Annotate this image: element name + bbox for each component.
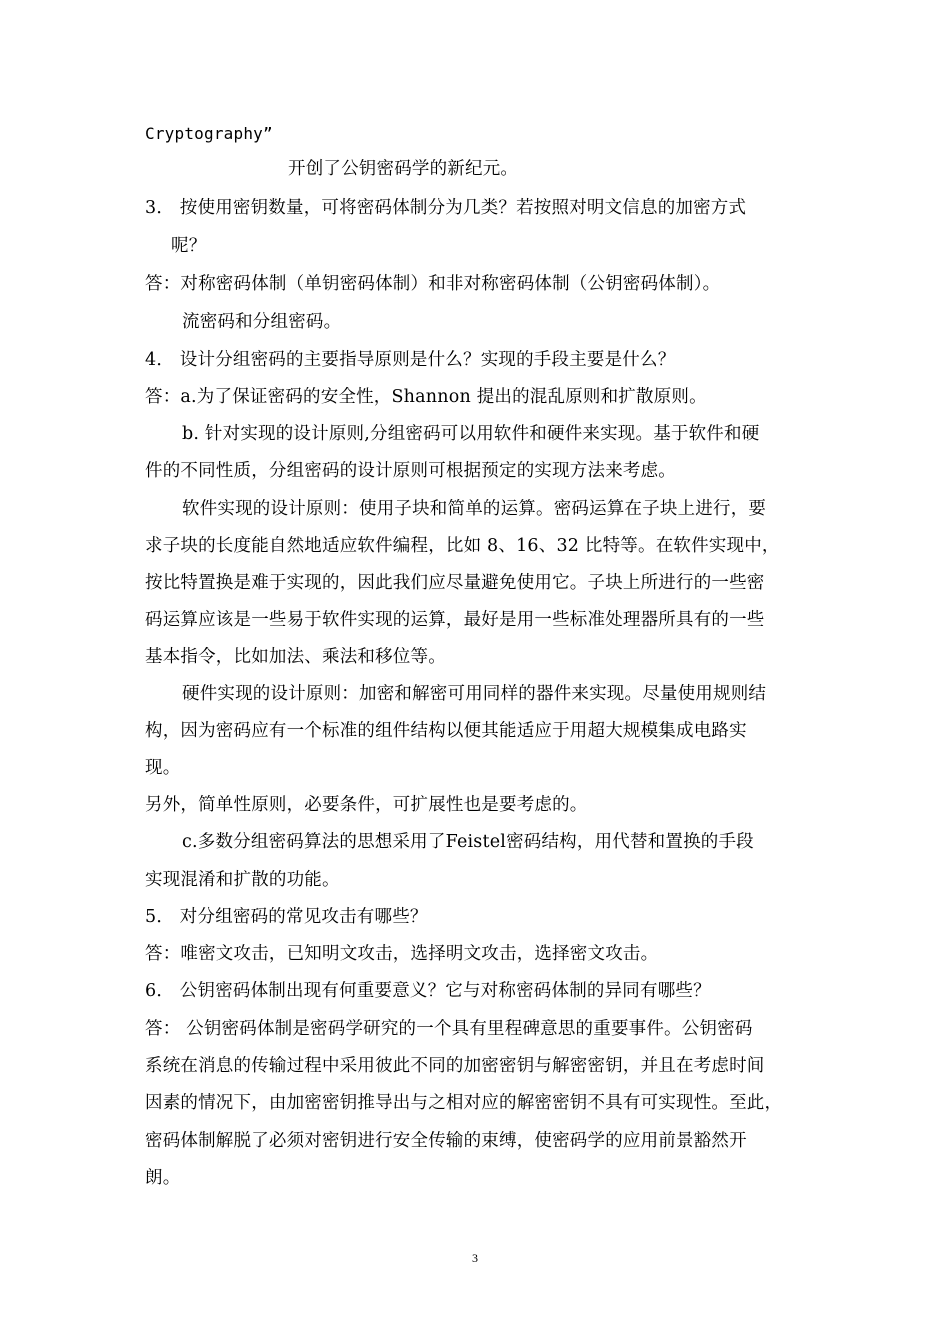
text-line: 现。 bbox=[145, 758, 181, 778]
text-line: 开创了公钥密码学的新纪元。 bbox=[288, 159, 519, 179]
text-line: 流密码和分组密码。 bbox=[182, 312, 342, 332]
text-line: 求子块的长度能自然地适应软件编程，比如 8、16、32 比特等。在软件实现中， bbox=[145, 536, 780, 556]
text-line: b. 针对实现的设计原则,分组密码可以用软件和硬件来实现。基于软件和硬 bbox=[182, 424, 760, 444]
answer-6: 答： 公钥密码体制是密码学研究的一个具有里程碑意思的重要事件。公钥密码 bbox=[145, 1019, 753, 1039]
text-line: Cryptography” bbox=[145, 124, 273, 143]
answer-4: 答：a.为了保证密码的安全性，Shannon 提出的混乱原则和扩散原则。 bbox=[145, 387, 707, 407]
text-line: 另外，简单性原则，必要条件，可扩展性也是要考虑的。 bbox=[145, 795, 588, 815]
text-line: 基本指令，比如加法、乘法和移位等。 bbox=[145, 647, 446, 667]
question-5: 5． 对分组密码的常见攻击有哪些？ bbox=[145, 907, 428, 927]
text-line: 系统在消息的传输过程中采用彼此不同的加密密钥与解密密钥，并且在考虑时间 bbox=[145, 1056, 765, 1076]
text-line: 实现混淆和扩散的功能。 bbox=[145, 870, 340, 890]
text-line: 密码体制解脱了必须对密钥进行安全传输的束缚，使密码学的应用前景豁然开 bbox=[145, 1131, 747, 1151]
text-line: 呢？ bbox=[171, 236, 207, 256]
page-number: 3 bbox=[472, 1251, 478, 1265]
answer-3: 答：对称密码体制（单钥密码体制）和非对称密码体制（公钥密码体制）。 bbox=[145, 274, 721, 294]
text-line: 按比特置换是难于实现的，因此我们应尽量避免使用它。子块上所进行的一些密 bbox=[145, 573, 765, 593]
text-line: 构，因为密码应有一个标准的组件结构以便其能适应于用超大规模集成电路实 bbox=[145, 721, 747, 741]
text-line: 码运算应该是一些易于软件实现的运算，最好是用一些标准处理器所具有的一些 bbox=[145, 610, 765, 630]
text-line: 朗。 bbox=[145, 1168, 181, 1188]
text-line: 件的不同性质，分组密码的设计原则可根据预定的实现方法来考虑。 bbox=[145, 461, 676, 481]
text-line: 软件实现的设计原则：使用子块和简单的运算。密码运算在子块上进行，要 bbox=[182, 499, 767, 519]
text-line: 因素的情况下，由加密密钥推导出与之相对应的解密密钥不具有可实现性。至此， bbox=[145, 1093, 783, 1113]
question-4: 4． 设计分组密码的主要指导原则是什么？实现的手段主要是什么？ bbox=[145, 350, 676, 370]
text-line: 硬件实现的设计原则：加密和解密可用同样的器件来实现。尽量使用规则结 bbox=[182, 684, 767, 704]
question-3: 3． 按使用密钥数量，可将密码体制分为几类？若按照对明文信息的加密方式 bbox=[145, 198, 747, 218]
answer-5: 答：唯密文攻击，已知明文攻击，选择明文攻击，选择密文攻击。 bbox=[145, 944, 659, 964]
text-line: c.多数分组密码算法的思想采用了Feistel密码结构，用代替和置换的手段 bbox=[182, 832, 754, 852]
question-6: 6． 公钥密码体制出现有何重要意义？它与对称密码体制的异同有哪些？ bbox=[145, 981, 711, 1001]
